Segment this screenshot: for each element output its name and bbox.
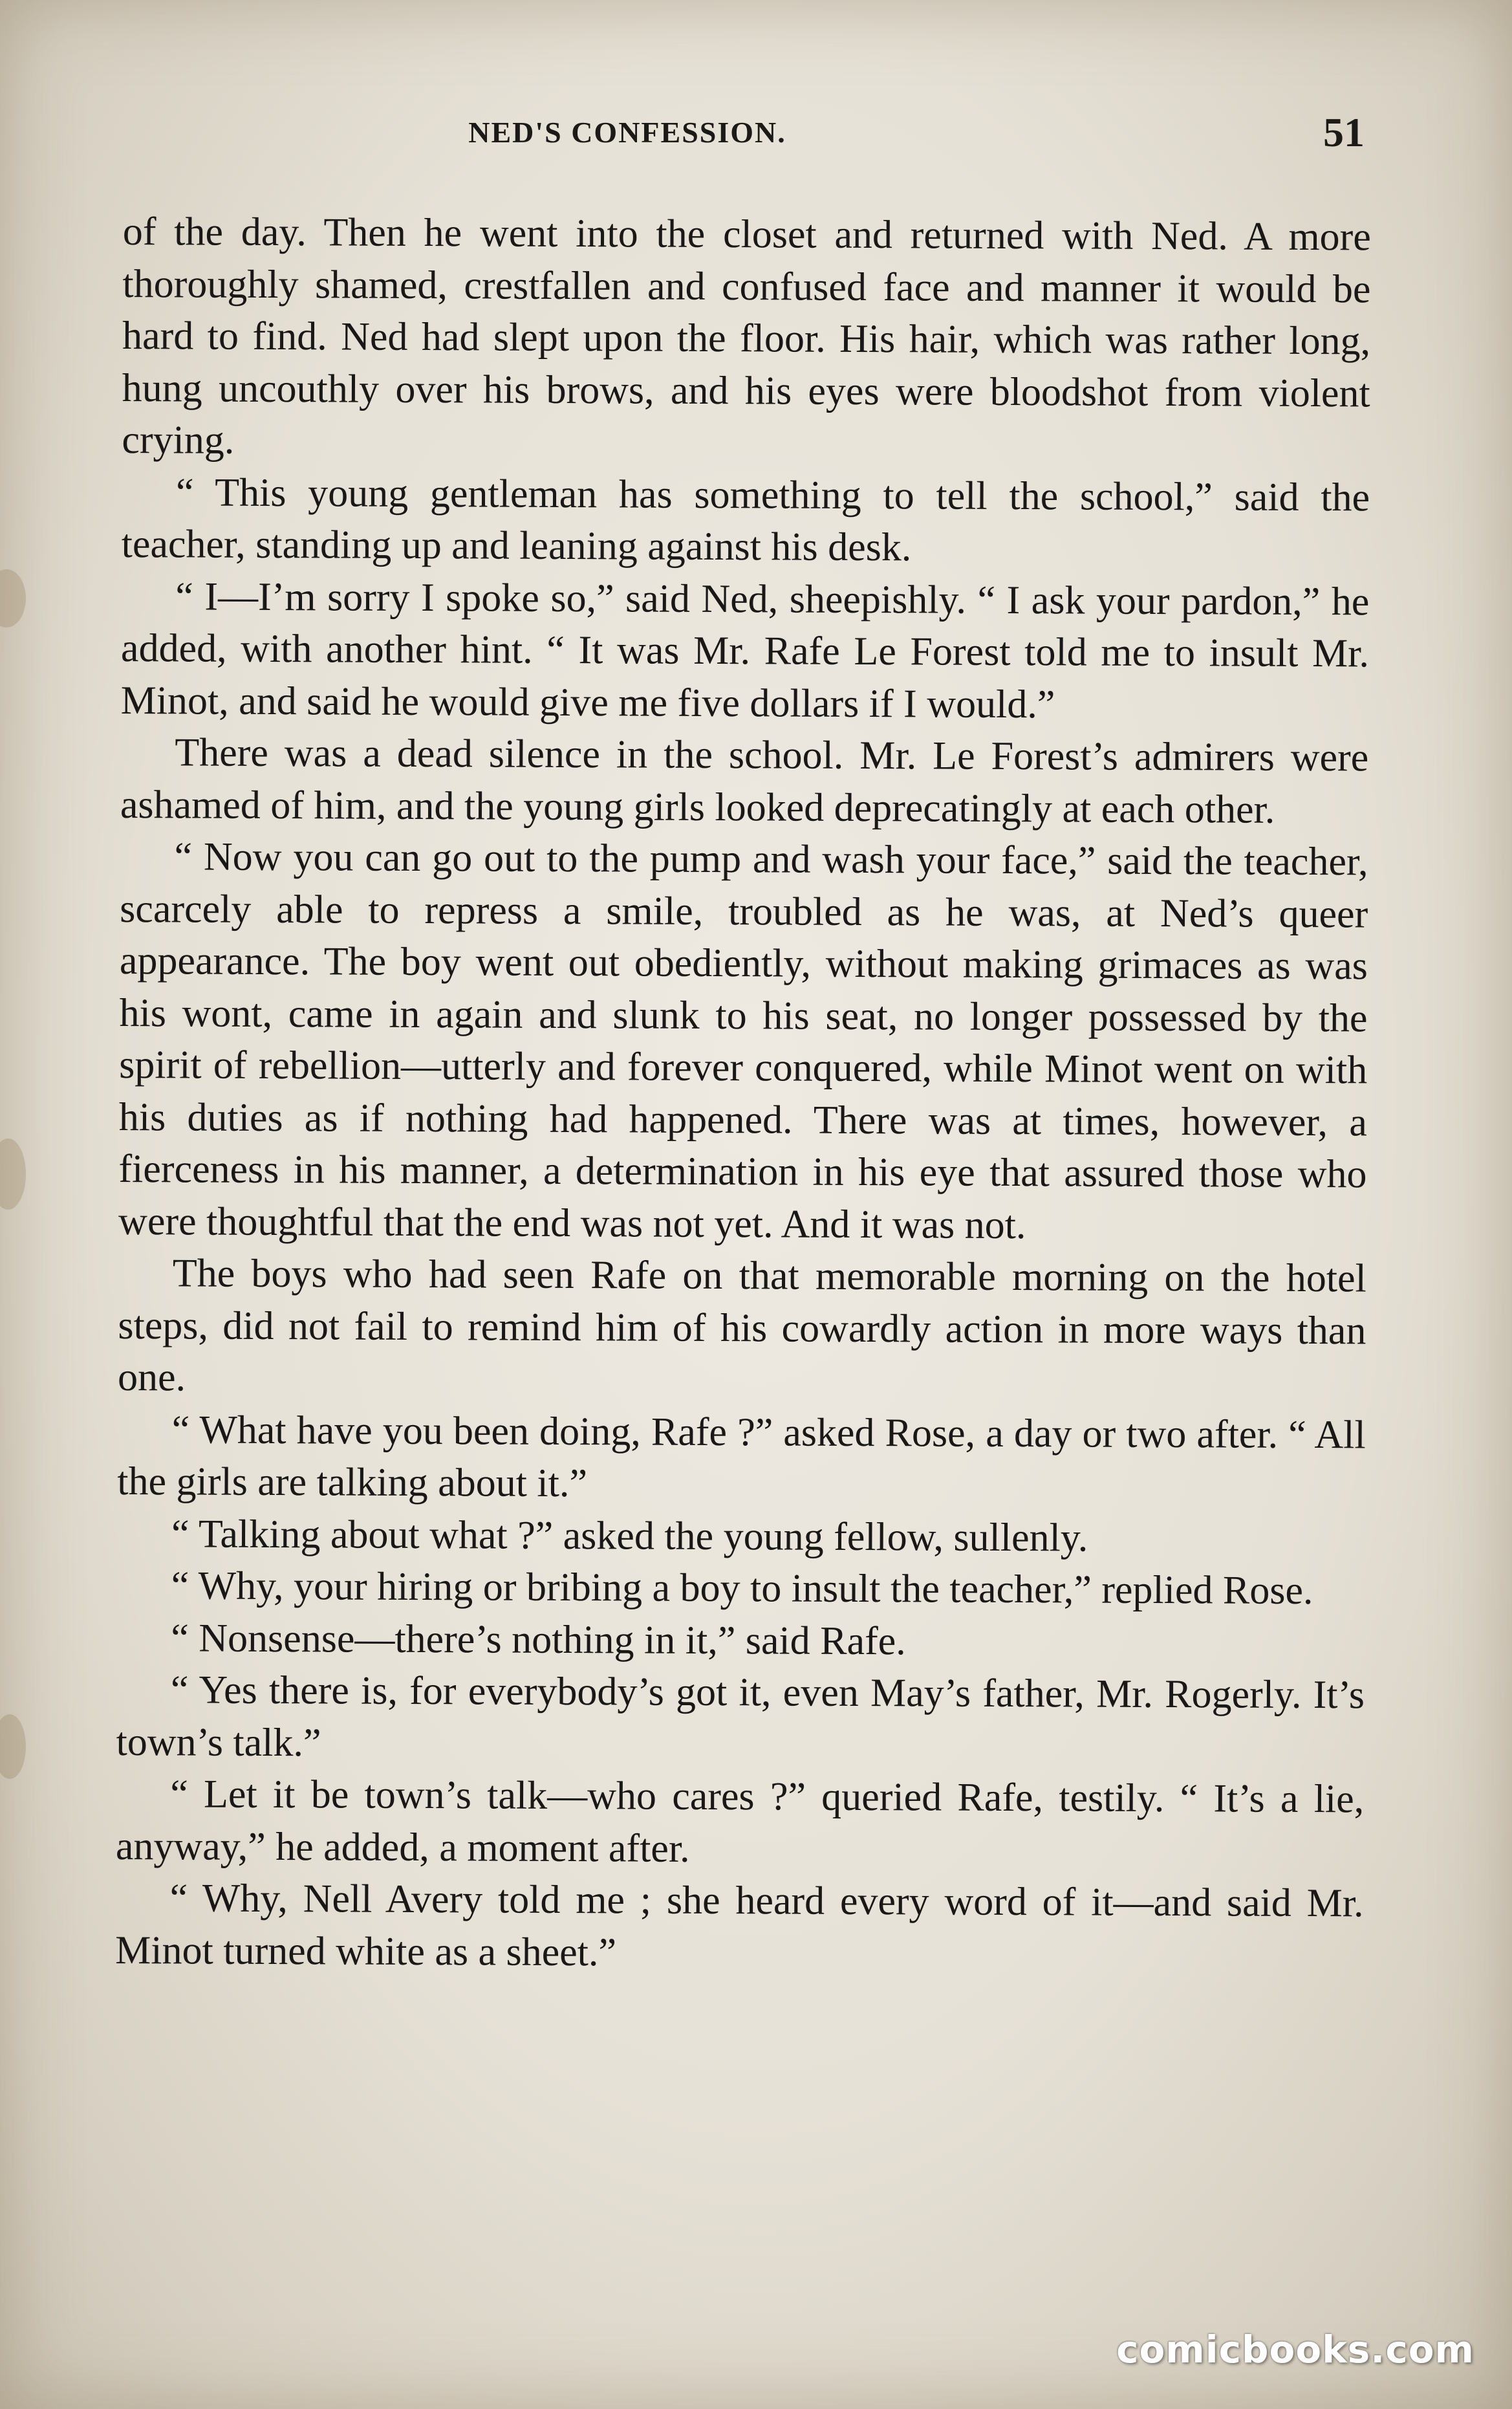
paragraph: “ Why, Nell Avery told me ; she heard every word of it—and said Mr. Minot turned white as a sheet.” — [115, 1876, 1364, 1974]
page-number: 51 — [1323, 109, 1365, 155]
paragraph: “ What have you been doing, Rafe ?” asked Rose, a day or two after. “ All the girls are talking about it.” — [117, 1407, 1366, 1506]
paragraph: “ Nonsense—there’s nothing in it,” said Rafe. — [171, 1615, 906, 1663]
body-text — [115, 206, 1371, 1981]
paper-stain — [0, 569, 26, 627]
running-head-title: NED'S CONFESSION. — [468, 116, 786, 149]
paper-stain — [0, 1139, 26, 1210]
paragraph: The boys who had seen Rafe on that memorable morning on the hotel steps, did not fail to remind him of his cowardly action in more ways than one. — [117, 1251, 1366, 1400]
paragraph: “ Talking about what ?” asked the young fellow, sullenly. — [171, 1511, 1088, 1560]
paragraph: “ Why, your hiring or bribing a boy to insult the teacher,” replied Rose. — [171, 1564, 1313, 1613]
paragraph: “ Now you can go out to the pump and wash your face,” said the teacher, scarcely able to repress a smile, troubled as he was, at Ned’s queer appearance. The boy went out obediently, without making grimaces as was his wont, came in again and slunk to his seat, no longer possessed by the spirit of rebellion—utterly and forever conquered, while Minot went on with his duties as if nothing had happened. There was at times, however, a fierceness in his manner, a determination in his eye that assured those who were thoughtful that the end was not yet. And it was not. — [118, 834, 1368, 1247]
paragraph: “ Yes there is, for everybody’s got it, even May’s father, Mr. Rogerly. It’s town’s talk.” — [116, 1668, 1365, 1765]
paragraph: of the day. Then he went into the closet and returned with Ned. A more thoroughly shamed, crestfallen and confused face and manner it would be hard to find. Ned had slept upon the floor. His hair, which was rather long, hung uncouthly over his brows, and his eyes were bloodshot from violent crying. — [122, 209, 1371, 463]
watermark: comicbooks.com — [1116, 2327, 1474, 2371]
paragraph: “ Let it be town’s talk—who cares ?” queried Rafe, testily. “ It’s a lie, anyway,” he added, a moment after. — [115, 1772, 1365, 1871]
running-head — [123, 109, 1365, 167]
paragraph: There was a dead silence in the school. Mr. Le Forest’s admirers were ashamed of him, and the young girls looked deprecatingly at each other. — [120, 730, 1369, 832]
paragraph: “ I—I’m sorry I spoke so,” said Ned, sheepishly. “ I ask your pardon,” he added, with another hint. “ It was Mr. Rafe Le Forest told me to insult Mr. Minot, and said he would give me five dollars if I would.” — [120, 574, 1370, 726]
paragraph: “ This young gentleman has something to tell the school,” said the teacher, standing up and leaning against his desk. — [121, 470, 1370, 570]
paper-stain — [0, 1714, 26, 1779]
